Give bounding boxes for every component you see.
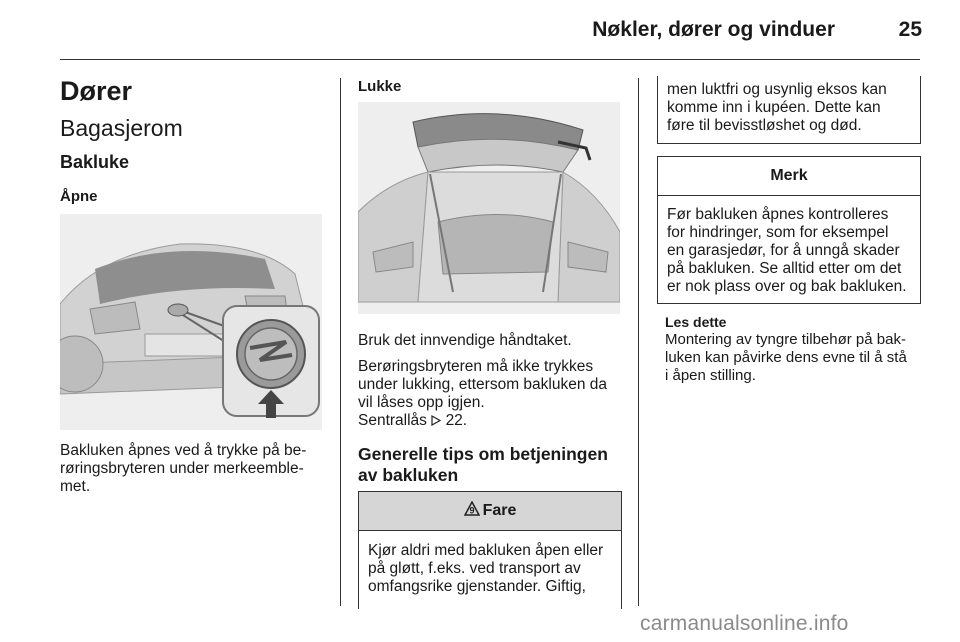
page-number: 25 — [898, 18, 922, 41]
danger-box — [358, 491, 622, 609]
heading-bakluke: Bakluke — [60, 152, 130, 172]
note-box — [657, 156, 921, 304]
box-line: på bakluken. Se alltid etter om det — [667, 260, 902, 277]
note-box-header — [658, 157, 920, 196]
tailgate-closing-illustration — [358, 102, 620, 314]
box-line: men luktfri og usynlig eksos kan — [667, 81, 887, 98]
box-line: omfangsrike gjenstander. Giftig, — [368, 578, 586, 595]
box-line: er nok plass over og bak bakluken. — [667, 278, 907, 295]
danger-box-header — [359, 492, 621, 531]
reference-page: 22. — [445, 412, 468, 429]
arrow-reference-icon — [431, 412, 445, 429]
danger-box-continued-body — [658, 76, 920, 141]
heading-open: Åpne — [60, 188, 98, 205]
reference-label: Sentrallås — [358, 412, 427, 429]
body-line: i åpen stilling. — [665, 367, 756, 384]
body-line: Bakluken åpnes ved å trykke på be- — [60, 442, 307, 459]
general-tips-heading — [358, 444, 628, 486]
heading-line: av bakluken — [358, 465, 459, 485]
box-line: Kjør aldri med bakluken åpen eller — [368, 542, 604, 559]
subsection-title: Bagasjerom — [60, 115, 183, 141]
box-line: på gløtt, f.eks. ved transport av — [368, 560, 581, 577]
box-line: en garasjedør, for å unngå skader — [667, 242, 900, 259]
switch-warning-paragraph — [358, 358, 628, 412]
column-divider-left — [340, 78, 341, 606]
les-dette-section — [665, 314, 927, 385]
body-line: vil låses opp igjen. — [358, 394, 485, 411]
box-line: for hindringer, som for eksempel — [667, 224, 889, 241]
column-divider-right — [638, 78, 639, 606]
body-line: Montering av tyngre tilbehør på bak- — [665, 331, 906, 348]
body-line: røringsbryteren under merkeemble- — [60, 460, 304, 477]
page-header-title: Nøkler, dører og vinduer — [592, 18, 835, 41]
warning-triangle-icon — [464, 501, 480, 521]
danger-box-continued — [657, 76, 921, 144]
central-locking-reference — [358, 412, 628, 430]
body-line: under lukking, ettersom bakluken da — [358, 376, 608, 393]
use-handle-text: Bruk det innvendige håndtaket. — [358, 332, 572, 349]
note-box-title: Merk — [770, 167, 808, 184]
note-box-body — [658, 196, 920, 302]
body-line: met. — [60, 478, 91, 495]
les-dette-title: Les dette — [665, 314, 727, 330]
box-line: komme inn i kupéen. Dette kan — [667, 99, 881, 116]
heading-line: Generelle tips om betjeningen — [358, 444, 608, 464]
body-line: Berøringsbryteren må ikke trykkes — [358, 358, 594, 375]
box-line: Før bakluken åpnes kontrolleres — [667, 206, 889, 223]
open-instructions — [60, 442, 330, 496]
watermark-text: carmanualsonline.info — [640, 612, 849, 635]
svg-text:9: 9 — [469, 505, 475, 516]
open-tailgate-svg — [358, 102, 620, 314]
car-rear-emblem-svg — [60, 214, 322, 430]
section-title: Dører — [60, 76, 133, 106]
danger-box-body — [359, 531, 621, 602]
box-line: føre til bevisstløshet og død. — [667, 117, 862, 134]
tailgate-switch-illustration — [60, 214, 322, 430]
danger-box-title: Fare — [482, 502, 517, 519]
heading-close: Lukke — [358, 78, 402, 95]
header-divider — [60, 59, 920, 60]
body-line: luken kan påvirke dens evne til å stå — [665, 349, 907, 366]
